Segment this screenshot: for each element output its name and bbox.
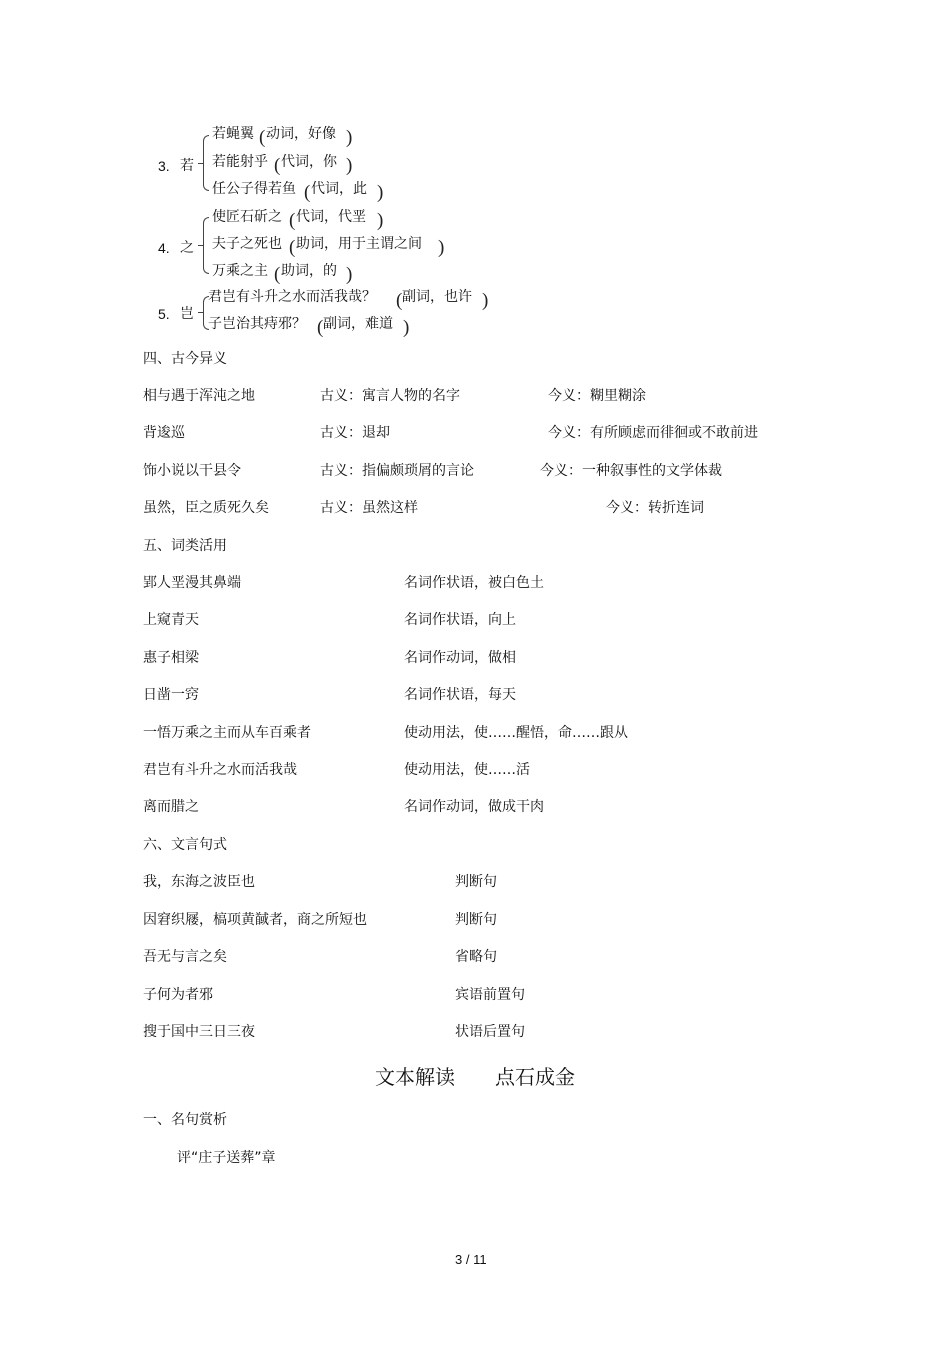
sentence-type: 判断句 bbox=[455, 912, 497, 928]
phrase-text: 离而腊之 bbox=[143, 799, 199, 815]
section-heading: 一、名句赏析 bbox=[143, 1112, 227, 1128]
section-heading: 五、词类活用 bbox=[143, 538, 227, 554]
meaning-text: 副词，难道 bbox=[323, 316, 393, 332]
brace-tip bbox=[198, 245, 203, 246]
phrase-text: 背逡巡 bbox=[143, 425, 185, 441]
phrase-text: 上窥青天 bbox=[143, 612, 199, 628]
modern-meaning: 今义：转折连词 bbox=[606, 500, 704, 516]
item-number: 3. bbox=[158, 158, 170, 174]
sentence-type: 宾语前置句 bbox=[455, 987, 525, 1003]
phrase-text: 一悟万乘之主而从车百乘者 bbox=[143, 725, 311, 741]
phrase-text: 虽然，臣之质死久矣 bbox=[143, 500, 269, 516]
open-paren: ( bbox=[274, 264, 281, 285]
phrase-text: 因窘织屦，槁项黄馘者，商之所短也 bbox=[143, 912, 367, 928]
example-text: 夫子之死也 bbox=[212, 236, 282, 252]
subsection-heading: 评“庄子送葬”章 bbox=[177, 1150, 276, 1166]
brace bbox=[203, 135, 209, 191]
sentence-type: 状语后置句 bbox=[455, 1024, 525, 1040]
ancient-meaning: 古义：指偏颇琐屑的言论 bbox=[320, 463, 474, 479]
example-text: 万乘之主 bbox=[212, 263, 268, 279]
modern-meaning: 今义：糊里糊涂 bbox=[548, 388, 646, 404]
sentence-type: 省略句 bbox=[455, 949, 497, 965]
usage-note: 名词作状语，每天 bbox=[404, 687, 516, 703]
phrase-text: 饰小说以干县令 bbox=[143, 463, 241, 479]
phrase-text: 吾无与言之矣 bbox=[143, 949, 227, 965]
item-number: 4. bbox=[158, 240, 170, 256]
usage-note: 使动用法，使……活 bbox=[404, 762, 530, 778]
phrase-text: 子何为者邪 bbox=[143, 987, 213, 1003]
open-paren: ( bbox=[304, 182, 311, 203]
phrase-text: 我，东海之波臣也 bbox=[143, 874, 255, 890]
item-number: 5. bbox=[158, 306, 170, 322]
usage-note: 名词作状语，被白色土 bbox=[404, 575, 544, 591]
ancient-meaning: 古义：退却 bbox=[320, 425, 390, 441]
brace-tip bbox=[198, 312, 203, 313]
open-paren: ( bbox=[396, 290, 403, 311]
phrase-text: 君岂有斗升之水而活我哉 bbox=[143, 762, 297, 778]
meaning-text: 助词，用于主谓之间 bbox=[296, 236, 422, 252]
example-text: 君岂有斗升之水而活我哉？ bbox=[208, 289, 376, 305]
brace-tip bbox=[198, 163, 203, 164]
close-paren: ) bbox=[403, 317, 410, 338]
usage-note: 名词作动词，做成干肉 bbox=[404, 799, 544, 815]
close-paren: ) bbox=[377, 182, 384, 203]
meaning-text: 动词，好像 bbox=[266, 126, 336, 142]
brace bbox=[203, 217, 209, 274]
usage-note: 使动用法，使……醒悟，命……跟从 bbox=[404, 725, 628, 741]
modern-meaning: 今义：一种叙事性的文学体裁 bbox=[540, 463, 722, 479]
ancient-meaning: 古义：寓言人物的名字 bbox=[320, 388, 460, 404]
example-text: 使匠石斫之 bbox=[212, 209, 282, 225]
phrase-text: 惠子相梁 bbox=[143, 650, 199, 666]
example-text: 子岂治其痔邪？ bbox=[208, 316, 306, 332]
usage-note: 名词作状语，向上 bbox=[404, 612, 516, 628]
example-text: 任公子得若鱼 bbox=[212, 181, 296, 197]
close-paren: ) bbox=[482, 290, 489, 311]
meaning-text: 助词，的 bbox=[281, 263, 337, 279]
open-paren: ( bbox=[289, 210, 296, 231]
usage-note: 名词作动词，做相 bbox=[404, 650, 516, 666]
close-paren: ) bbox=[438, 237, 445, 258]
example-text: 若能射乎 bbox=[212, 154, 268, 170]
phrase-text: 相与遇于浑沌之地 bbox=[143, 388, 255, 404]
open-paren: ( bbox=[317, 317, 324, 338]
open-paren: ( bbox=[259, 127, 266, 148]
ancient-meaning: 古义：虽然这样 bbox=[320, 500, 418, 516]
phrase-text: 搜于国中三日三夜 bbox=[143, 1024, 255, 1040]
meaning-text: 代词，代垩 bbox=[296, 209, 366, 225]
phrase-text: 郢人垩漫其鼻端 bbox=[143, 575, 241, 591]
meaning-text: 代词，你 bbox=[281, 154, 337, 170]
open-paren: ( bbox=[289, 237, 296, 258]
page-number: 3 / 11 bbox=[455, 1252, 487, 1267]
modern-meaning: 今义：有所顾虑而徘徊或不敢前进 bbox=[548, 425, 758, 441]
open-paren: ( bbox=[274, 155, 281, 176]
close-paren: ) bbox=[346, 264, 353, 285]
polysemy-char: 岂 bbox=[180, 306, 194, 322]
section-heading: 六、文言句式 bbox=[143, 837, 227, 853]
section-heading: 四、古今异义 bbox=[143, 351, 227, 367]
close-paren: ) bbox=[346, 127, 353, 148]
close-paren: ) bbox=[377, 210, 384, 231]
meaning-text: 副词，也许 bbox=[402, 289, 472, 305]
sentence-type: 判断句 bbox=[455, 874, 497, 890]
phrase-text: 日凿一窍 bbox=[143, 687, 199, 703]
polysemy-char: 之 bbox=[180, 240, 194, 256]
example-text: 若蝇翼 bbox=[212, 126, 254, 142]
chapter-heading: 文本解读 点石成金 bbox=[375, 1065, 575, 1089]
meaning-text: 代词，此 bbox=[311, 181, 367, 197]
close-paren: ) bbox=[346, 155, 353, 176]
polysemy-char: 若 bbox=[180, 158, 194, 174]
